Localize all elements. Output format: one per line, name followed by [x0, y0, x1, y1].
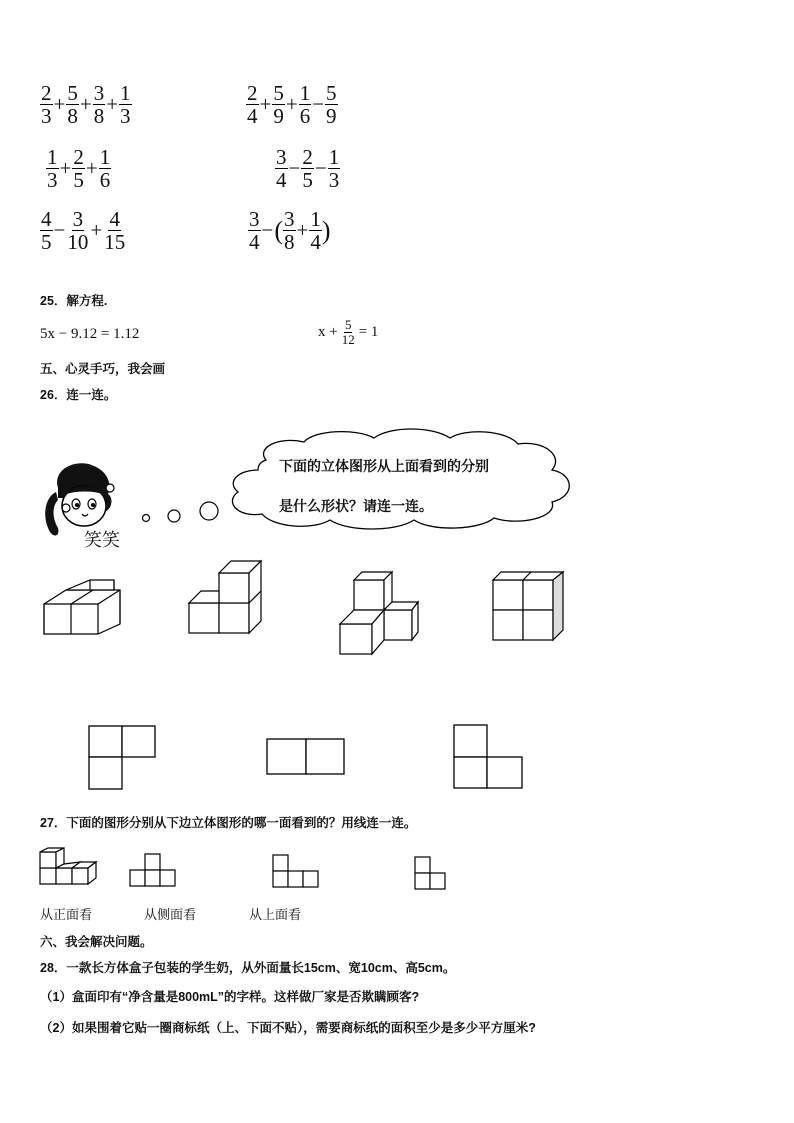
label-top-view: 从上面看: [249, 907, 302, 922]
fraction: $\frac{3}{4}$: [276, 145, 287, 192]
fraction: $\frac{5}{9}$: [273, 81, 284, 128]
fraction: $\frac{3}{8}$: [93, 81, 105, 128]
fraction: $\frac{1}{3}$: [328, 145, 340, 192]
fraction: $\frac{1}{6}$: [99, 145, 111, 192]
solid-figure-4[interactable]: [493, 572, 567, 640]
q27-solid-figure[interactable]: [40, 848, 100, 886]
top-view-shape-1[interactable]: [88, 725, 158, 791]
equation-2: x + $\frac{5}{12}$ = 1: [318, 317, 379, 347]
fraction: $\frac{5}{12}$: [341, 317, 355, 347]
equation-1: 5x − 9.12 = 1.12: [40, 326, 140, 342]
cloud-text-line-1: 下面的立体图形从上面看到的分别: [279, 458, 489, 474]
section-5-heading: 五、心灵手巧，我会画: [40, 362, 166, 376]
solid-figure-1[interactable]: [44, 580, 124, 636]
thought-cloud: [218, 426, 582, 532]
solid-figure-3[interactable]: [340, 570, 418, 656]
expression-2: $\frac{2}{4}$ + $\frac{5}{9}$ + $\frac{1}{6}$ − $\frac{5}{9}$: [247, 81, 337, 128]
label-front-view: 从正面看: [40, 907, 93, 922]
question-26-title: 26．连一连。: [40, 388, 117, 402]
expression-1: $\frac{2}{3}$ + $\frac{5}{8}$ + $\frac{3}{8}$ + $\frac{1}{3}$: [41, 81, 131, 128]
q27-view-shape-3[interactable]: [414, 855, 448, 891]
question-28-part-1: （1）盒面印有“净含量是800mL”的字样。这样做厂家是否欺瞒顾客?: [40, 990, 420, 1004]
fraction: $\frac{2}{4}$: [247, 81, 258, 128]
fraction: $\frac{4}{15}$: [104, 207, 126, 254]
solid-figure-2[interactable]: [189, 561, 265, 633]
label-side-view: 从侧面看: [144, 907, 197, 922]
fraction: $\frac{3}{10}$: [67, 207, 89, 254]
q27-view-shape-2[interactable]: [272, 853, 320, 889]
fraction: $\frac{5}{8}$: [67, 81, 78, 128]
fraction: $\frac{1}{3}$: [47, 145, 58, 192]
expression-5: $\frac{4}{5}$ − $\frac{3}{10}$ + $\frac{4}{15}$: [41, 207, 126, 254]
thought-bubbles: [138, 498, 220, 528]
fraction: $\frac{2}{5}$: [73, 145, 84, 192]
top-view-shape-3[interactable]: [453, 724, 525, 790]
fraction: $\frac{2}{3}$: [41, 81, 52, 128]
cloud-text-line-2: 是什么形状？请连一连。: [279, 498, 433, 514]
q27-view-shape-1[interactable]: [130, 852, 178, 888]
fraction: $\frac{1}{3}$: [120, 81, 131, 128]
question-25-title: 25．解方程.: [40, 294, 108, 308]
question-27-title: 27．下面的图形分别从下边立体图形的哪一面看到的？用线连一连。: [40, 816, 417, 830]
fraction: $\frac{2}{5}$: [302, 145, 313, 192]
fraction: $\frac{1}{4}$: [310, 207, 321, 254]
fraction: $\frac{3}{8}$: [284, 207, 295, 254]
top-view-shape-2[interactable]: [266, 738, 346, 776]
question-28-title: 28．一款长方体盒子包装的学生奶，从外面量长15cm、宽10cm、高5cm。: [40, 961, 456, 975]
fraction: $\frac{1}{6}$: [299, 81, 311, 128]
question-28-part-2: （2）如果围着它贴一圈商标纸（上、下面不贴），需要商标纸的面积至少是多少平方厘米?: [40, 1021, 536, 1035]
fraction: $\frac{4}{5}$: [41, 207, 52, 254]
section-6-heading: 六、我会解决问题。: [40, 935, 153, 949]
girl-label: 笑笑: [84, 530, 120, 551]
expression-3: $\frac{1}{3}$ + $\frac{2}{5}$ + $\frac{1}{6}$: [47, 145, 111, 192]
fraction: $\frac{5}{9}$: [326, 81, 337, 128]
expression-4: $\frac{3}{4}$ − $\frac{2}{5}$ − $\frac{1}{3}$: [276, 145, 340, 192]
expression-6: $\frac{3}{4}$ − ( $\frac{3}{8}$ + $\frac{1}{4}$ ): [249, 207, 331, 254]
fraction: $\frac{3}{4}$: [249, 207, 260, 254]
